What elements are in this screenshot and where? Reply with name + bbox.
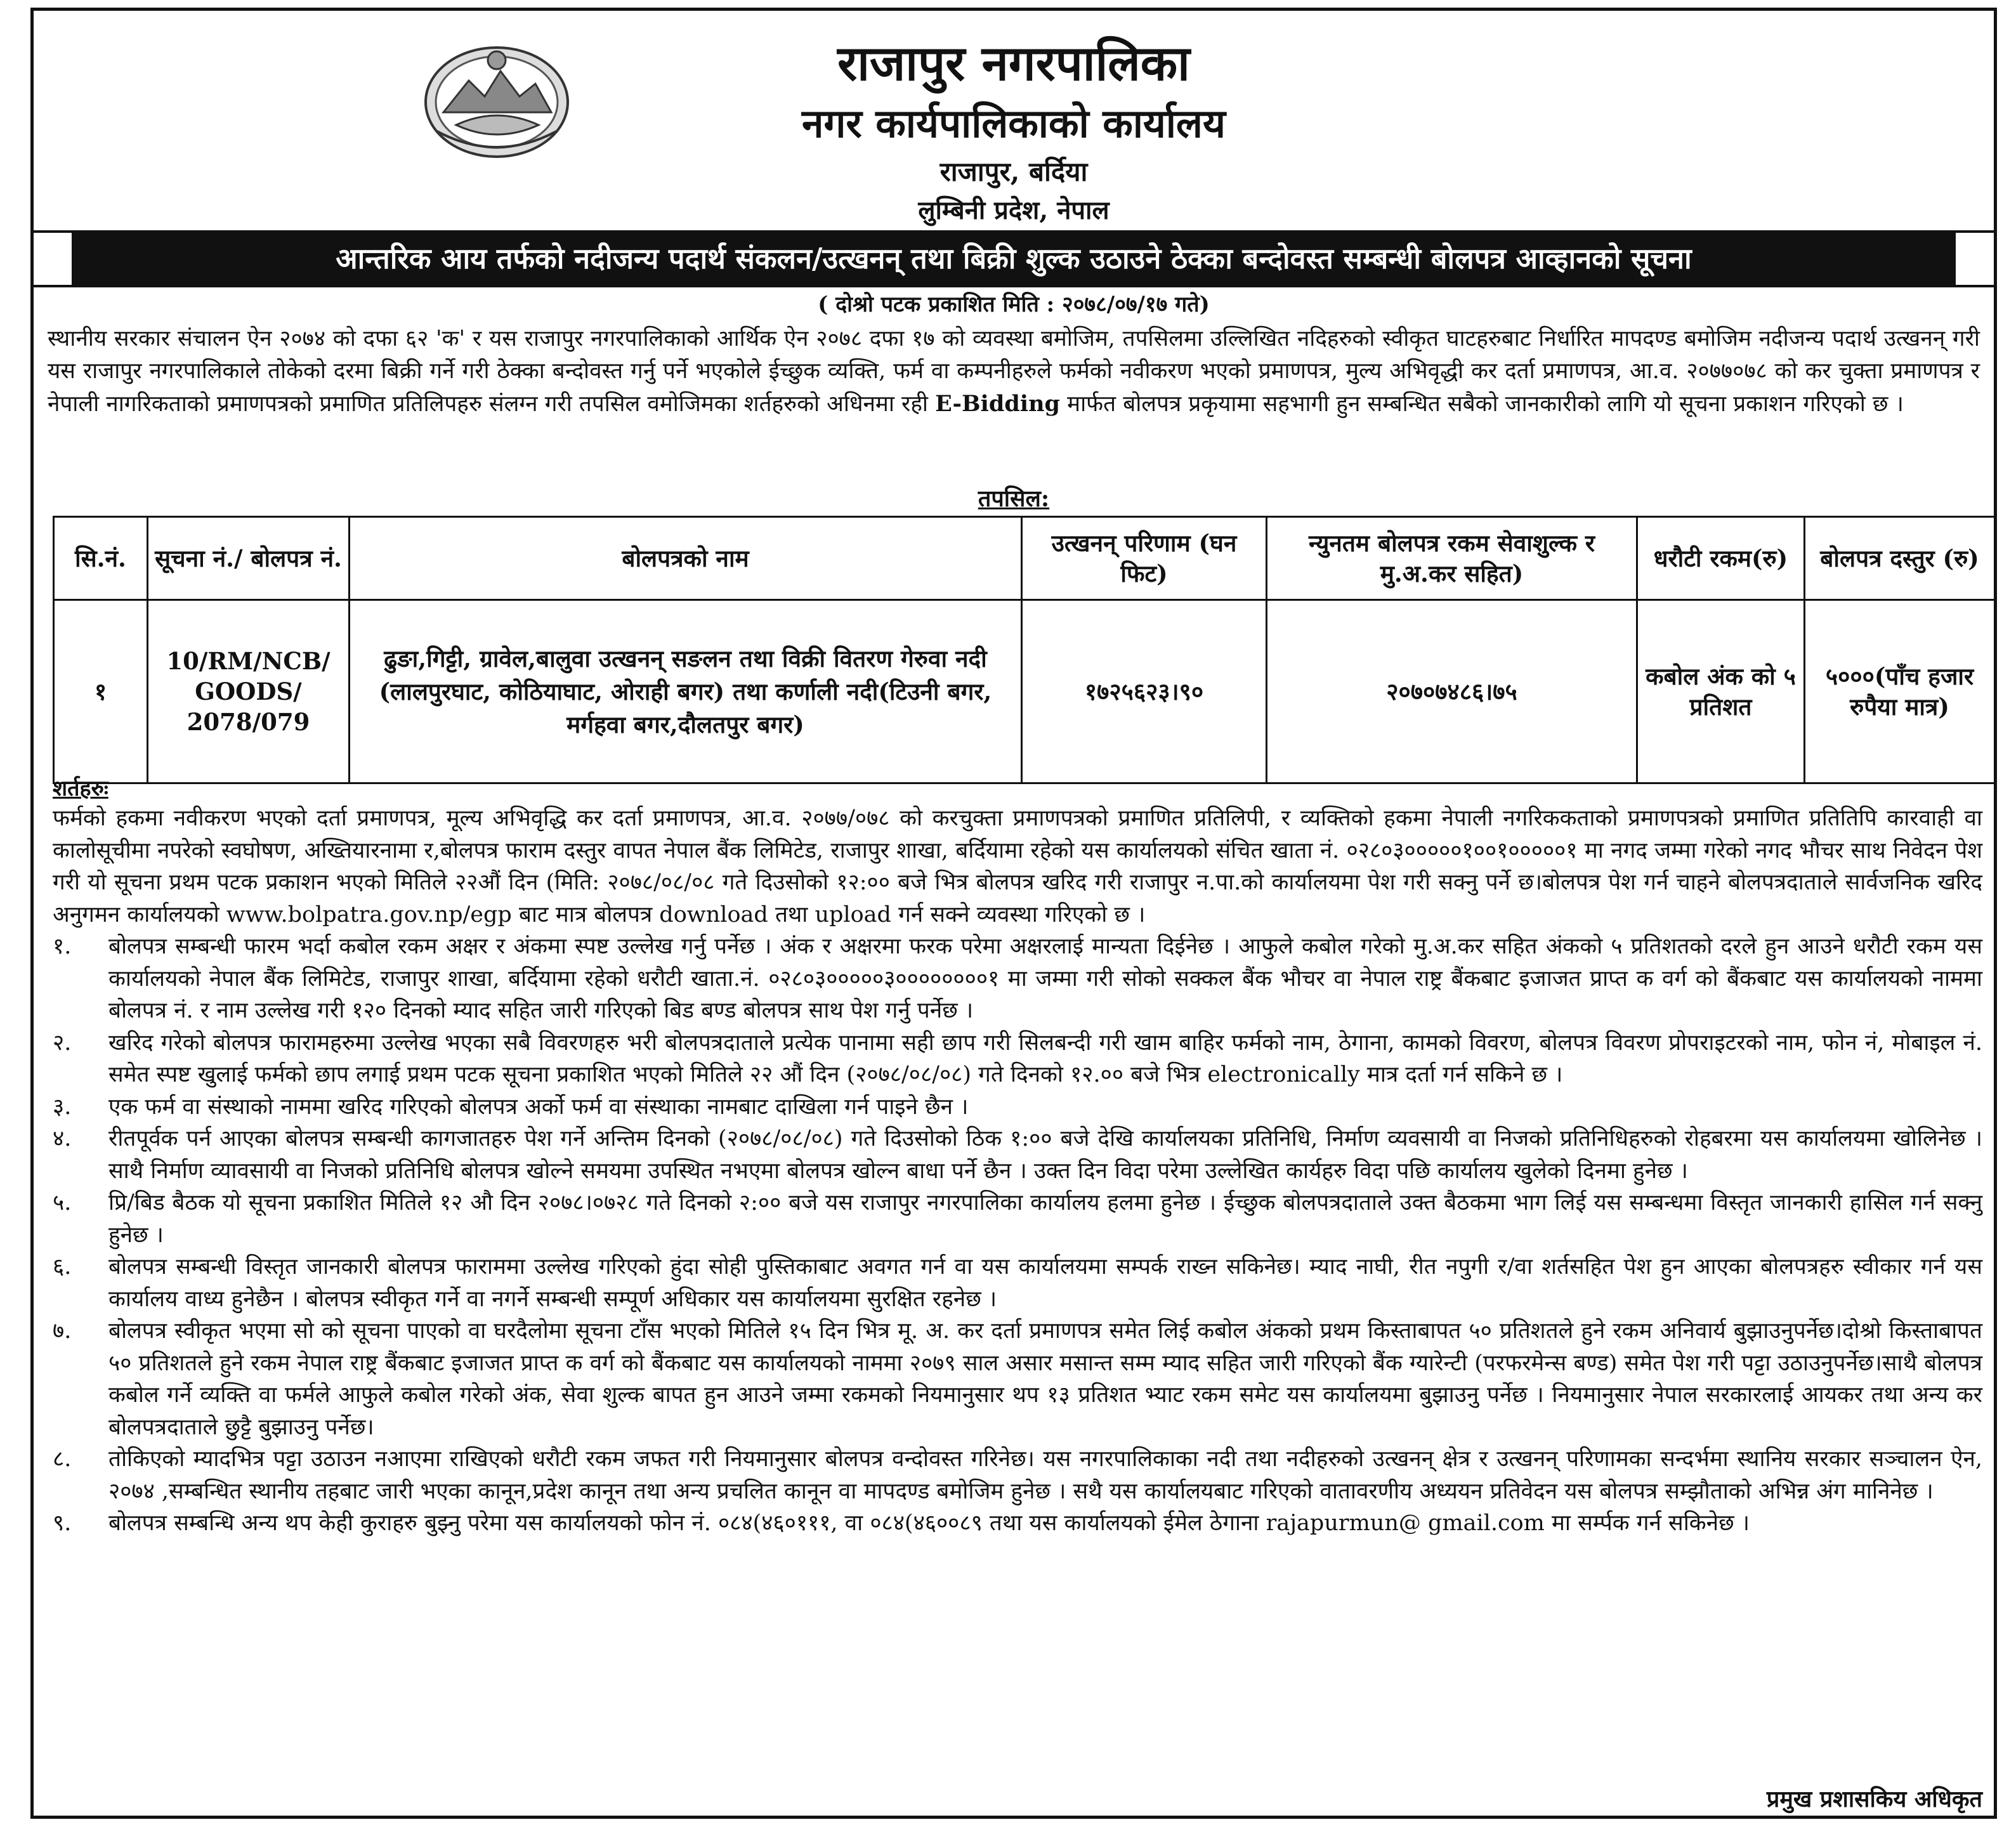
condition-text: बोलपत्र सम्बन्धी फारम भर्दा कबोल रकम अक्षर र अंकमा स्पष्ट उल्लेख गर्नु पर्नेछ । अंक र अक्षरमा फरक परेमा अक्षरलाई मान्यता दिईनेछ । आफुले कबोल गरेको मु.अ.कर सहित अंकको ५ प्रतिशतको दरले हुन आउने धरौटी रकम यस कार्यालयको नेपाल बैंक लिमिटेड, राजापुर शाखा, बर्दियामा रहेको धरौटी खाता.नं. ०२८०३०००००३००००००००१ मा जम्मा गरी सोको सक्कल बैंक भौचर वा नेपाल राष्ट्र बैंकबाट इजाजत प्राप्त क वर्ग को बैंकबाट यस कार्यालयको नाममा बोलपत्र नं. र नाम उल्लेख गरी १२० दिनको म्याद सहित जारी गरिएको बिड बण्ड बोलपत्र साथ पेश गर्नु पर्नेछ । bbox=[108, 934, 1982, 1023]
condition-item bbox=[53, 1187, 1982, 1251]
cell-quantity: १७२५६२३।९० bbox=[1022, 600, 1267, 783]
col-header-name: बोलपत्रको नाम bbox=[350, 517, 1022, 600]
cell-min-amount: २०७०७४८६।७५ bbox=[1267, 600, 1637, 783]
condition-text: खरिद गरेको बोलपत्र फारामहरुमा उल्लेख भएका सबै विवरणहरु भरी बोलपत्रदाताले प्रत्येक पानामा सही छाप गरी सिलबन्दी गरी खाम बाहिर फर्मको नाम, ठेगाना, कामको विवरण, बोलपत्र विवरण प्रोपराइटरको नाम, फोन नं, मोबाइल नं. समेत स्पष्ट खुलाई फर्मको छाप लगाई प्रथम पटक सूचना प्रकाशित भएको मितिले २२ औं दिन (२०७८/०८/०८) गते दिनको १२.०० बजे भित्र electronically मात्र दर्ता गर्न सकिने छ । bbox=[108, 1030, 1982, 1087]
condition-text: एक फर्म वा संस्थाको नाममा खरिद गरिएको बोलपत्र अर्को फर्म वा संस्थाका नामबाट दाखिला गर्न पाइने छैन । bbox=[108, 1094, 969, 1120]
signatory-title: प्रमुख प्रशासकिय अधिकृत bbox=[1766, 1786, 1982, 1812]
col-header-quantity: उत्खनन् परिणाम (घन फिट) bbox=[1022, 517, 1267, 600]
publication-note: ( दोश्रो पटक प्रकाशित मिति : २०७८/०७/१७ गते) bbox=[818, 292, 1210, 317]
condition-item bbox=[53, 1251, 1982, 1315]
schedule-heading: तपसिल: bbox=[978, 485, 1050, 512]
condition-item bbox=[53, 1507, 1982, 1540]
condition-number: ७. bbox=[53, 1318, 72, 1344]
cell-deposit: कबोल अंक को ५ प्रतिशत bbox=[1637, 600, 1805, 783]
condition-text: बोलपत्र सम्बन्धी विस्तृत जानकारी बोलपत्र फाराममा उल्लेख गरिएको हुंदा सोही पुस्तिकाबाट अवगत गर्न वा यस कार्यालयमा सम्पर्क राख्न सकिनेछ। म्याद नाघी, रीत नपुगी र/वा शर्तसहित पेश हुन आएका बोलपत्रहरु स्वीकार गर्न यस कार्यालय वाध्य हुनेछैन । बोलपत्र स्वीकृत गर्ने वा नगर्ने सम्बन्धी सम्पूर्ण अधिकार यस कार्यालयमा सुरक्षित रहनेछ । bbox=[108, 1254, 1982, 1312]
conditions-list bbox=[53, 803, 1982, 1540]
condition-number: ५. bbox=[53, 1190, 72, 1215]
intro-paragraph bbox=[48, 323, 1980, 421]
condition-number: ६. bbox=[53, 1254, 72, 1280]
condition-item bbox=[53, 1443, 1982, 1507]
table-header-row bbox=[54, 517, 1995, 600]
condition-text: बोलपत्र सम्बन्धि अन्य थप केही कुराहरु बुझ्नु परेमा यस कार्यालयको फोन नं. ०८४(४६०१११, वा ०८४(४६००८९ तथा यस कार्यालयको ईमेल ठेगाना rajapurmun@ gmail.com मा सर्म्पक गर्न सकिनेछ । bbox=[108, 1510, 1750, 1536]
condition-number: ८. bbox=[53, 1446, 72, 1472]
condition-number: २. bbox=[53, 1030, 72, 1056]
condition-text: तोकिएको म्यादभित्र पट्टा उठाउन नआएमा राखिएको धरौटी रकम जफत गरी नियमानुसार बोलपत्र वन्दोवस्त गरिनेछ। यस नगरपालिकाका नदी तथा नदीहरुको उत्खनन् क्षेत्र र उत्खनन् परिणामका सन्दर्भमा स्थानिय सरकार सञ्चालन ऐन, २०७४ ,सम्बन्धित स्थानीय तहबाट जारी भएका कानून,प्रदेश कानून तथा अन्य प्रचलित कानून वा मापदण्ड बमोजिम हुनेछ । सथै यस कार्यालयबाट गरिएको वातावरणीय अध्ययन प्रतिवेदन यस बोलपत्र सम्झौताको अभिन्न अंग मानिनेछ । bbox=[108, 1446, 1982, 1504]
condition-text: रीतपूर्वक पर्न आएका बोलपत्र सम्बन्धी कागजातहरु पेश गर्ने अन्तिम दिनको (२०७८/०८/०८) गते दिउसोको ठिक १:०० बजे देखि कार्यालयका प्रतिनिधि, निर्माण व्यवसायी वा निजको प्रतिनिधिहरुको रोहबरमा यस कार्यालयमा खोलिनेछ । साथै निर्माण व्यावसायी वा निजको प्रतिनिधि बोलपत्र खोल्ने समयमा उपस्थित नभएमा बोलपत्र खोल्न बाधा पर्ने छैन । उक्त दिन विदा परेमा उल्लेखित कार्यहरु विदा पछि कार्यालय खुलेको दिनमा हुनेछ । bbox=[108, 1126, 1982, 1184]
condition-item bbox=[53, 1091, 1982, 1124]
cell-notice-no: 10/RM/NCB/ GOODS/ 2078/079 bbox=[148, 600, 350, 783]
ebidding-label: E-Bidding bbox=[935, 391, 1061, 417]
col-header-notice-no: सूचना नं./ बोलपत्र नं. bbox=[148, 517, 350, 600]
intro-text-after: मार्फत बोलपत्र प्रकृयामा सहभागी हुन सम्बन्धित सबैको जानकारीको लागि यो सूचना प्रकाशन गरिएको छ । bbox=[1067, 391, 1904, 417]
notice-title: आन्तरिक आय तर्फको नदीजन्य पदार्थ संकलन/उत्खनन् तथा बिक्री शुल्क उठाउने ठेक्का बन्दोवस्त सम्बन्धी बोलपत्र आव्हानको सूचना bbox=[72, 233, 1956, 285]
condition-number: ४. bbox=[53, 1126, 72, 1151]
condition-number: १. bbox=[53, 934, 72, 959]
office-address: राजापुर, बर्दिया bbox=[939, 156, 1088, 187]
condition-item bbox=[53, 1123, 1982, 1187]
col-header-min-amount: न्युनतम बोलपत्र रकम सेवाशुल्क र मु.अ.कर सहित) bbox=[1267, 517, 1637, 600]
notice-frame bbox=[30, 8, 1997, 1819]
divider bbox=[34, 285, 1994, 287]
condition-item bbox=[53, 1315, 1982, 1443]
condition-text: प्रि/बिड बैठक यो सूचना प्रकाशित मितिले १२ औ दिन २०७८।०७२८ गते दिनको २:०० बजे यस राजापुर नगरपालिका कार्यालय हलमा हुनेछ । ईच्छुक बोलपत्रदाताले उक्त बैठकमा भाग लिई यस सम्बन्धमा विस्तृत जानकारी हासिल गर्न सक्नु हुनेछ । bbox=[108, 1190, 1982, 1248]
intro-text-before: स्थानीय सरकार संचालन ऐन २०७४ को दफा ६२ 'क' र यस राजापुर नगरपालिकाको आर्थिक ऐन २०७८ दफा १७ को व्यवस्था बमोजिम, तपसिलमा उल्लिखित नदिहरुको स्वीकृत घाटहरुबाट निर्धारित मापदण्ड बमोजिम नदीजन्य पदार्थ उत्खनन् गरी यस राजापुर नगरपालिकाले तोकेको दरमा बिक्री गर्ने गरी ठेक्का बन्दोवस्त गर्नु पर्ने भएकोले ईच्छुक व्यक्ति, फर्म वा कम्पनीहरुले फर्मको नवीकरण भएको प्रमाणपत्र, मुल्य अभिवृद्धी कर दर्ता प्रमाणपत्र, आ.व. २०७७०७८ को कर चुक्ता प्रमाणपत्र र नेपाली नागरिकताको प्रमाणपत्रको प्रमाणित प्रतिलिपहरु संलग्न गरी तपसिल वमोजिमका शर्तहरुको अधिनमा रही bbox=[48, 326, 1980, 417]
condition-text: बोलपत्र स्वीकृत भएमा सो को सूचना पाएको वा घरदैलोमा सूचना टाँस भएको मितिले १५ दिन भित्र मू. अ. कर दर्ता प्रमाणपत्र समेत लिई कबोल अंकको प्रथम किस्ताबापत ५० प्रतिशतले हुने रकम अनिवार्य बुझाउनुपर्नेछ।दोश्रो किस्ताबापत ५० प्रतिशतले हुने रकम नेपाल राष्ट्र बैंकबाट इजाजत प्राप्त क वर्ग को बैंकबाट यस कार्यालयको नाममा २०७९ साल असार मसान्त सम्म म्याद सहित जारी गरिएको बैंक ग्यारेन्टी (परफरमेन्स बण्ड) समेत पेश गरी पट्टा उठाउनुपर्नेछ।साथै बोलपत्र कबोल गर्ने व्यक्ति वा फर्मले आफुले कबोल गरेको अंक, सेवा शुल्क बापत हुन आउने जम्मा रकमको नियमानुसार थप १३ प्रतिशत भ्याट रकम समेट यस कार्यालयमा बुझाउनु पर्नेछ । नियमानुसार नेपाल सरकारलाई आयकर तथा अन्य कर बोलपत्रदाताले छुट्टै बुझाउनु पर्नेछ। bbox=[108, 1318, 1983, 1440]
col-header-sn: सि.नं. bbox=[54, 517, 148, 600]
office-name: नगर कार्यपालिकाको कार्यालय bbox=[802, 100, 1226, 147]
condition-number: ९. bbox=[53, 1510, 72, 1536]
condition-number: ३. bbox=[53, 1094, 72, 1120]
col-header-deposit: धरौटी रकम(रु) bbox=[1637, 517, 1805, 600]
conditions-intro: फर्मको हकमा नवीकरण भएको दर्ता प्रमाणपत्र, मूल्य अभिवृद्धि कर दर्ता प्रमाणपत्र, आ.व. २०७७/०७८ को करचुक्ता प्रमाणपत्रको प्रमाणित प्रतिलिपी, र व्यक्तिको हकमा नेपाली नगरिककताको प्रमाणपत्रको प्रमाणित प्रतितिपि कारवाही वा कालोसूचीमा नपरेको स्वघोषण, अख्तियारनामा र,बोलपत्र फाराम दस्तुर वापत नेपाल बैंक लिमिटेड, राजापुर शाखा, बर्दियामा रहेको यस कार्यालयको संचित खाता नं. ०२८०३०००००१००१०००००१ मा नगद जम्मा गरेको नगद भौचर साथ निवेदन पेश गरी यो सूचना प्रथम पटक प्रकाशन भएको मितिले २२औं दिन (मिति: २०७८/०८/०८ गते दिउसोको १२:०० बजे भित्र बोलपत्र खरिद गरी राजापुर न.पा.को कार्यालयमा पेश गरी सक्नु पर्ने छ।बोलपत्र पेश गर्न चाहने बोलपत्रदाताले सार्वजनिक खरिद अनुगमन कार्यालयको www.bolpatra.gov.np/egp बाट मात्र बोलपत्र download तथा upload गर्न सक्ने व्यवस्था गरिएको छ । bbox=[53, 806, 1982, 927]
cell-sn: १ bbox=[54, 600, 148, 783]
office-province: लुम्बिनी प्रदेश, नेपाल bbox=[918, 195, 1109, 225]
org-name: राजापुर नगरपालिका bbox=[837, 35, 1190, 91]
col-header-fee: बोलपत्र दस्तुर (रु) bbox=[1805, 517, 1995, 600]
conditions-heading: शर्तहरुः bbox=[53, 776, 108, 801]
cell-fee: ५०००(पाँच हजार रुपैया मात्र) bbox=[1805, 600, 1995, 783]
table-row bbox=[54, 600, 1995, 783]
cell-name: ढुङा,गिट्टी, ग्रावेल,बालुवा उत्खनन् सङलन तथा विक्री वितरण गेरुवा नदी (लालपुरघाट, कोठियाघाट, ओराही बगर) तथा कर्णाली नदी(टिउनी बगर, मर्गहवा बगर,दौलतपुर बगर) bbox=[350, 600, 1022, 783]
condition-item bbox=[53, 1027, 1982, 1091]
bid-schedule-table bbox=[53, 516, 1996, 784]
condition-item bbox=[53, 931, 1982, 1027]
